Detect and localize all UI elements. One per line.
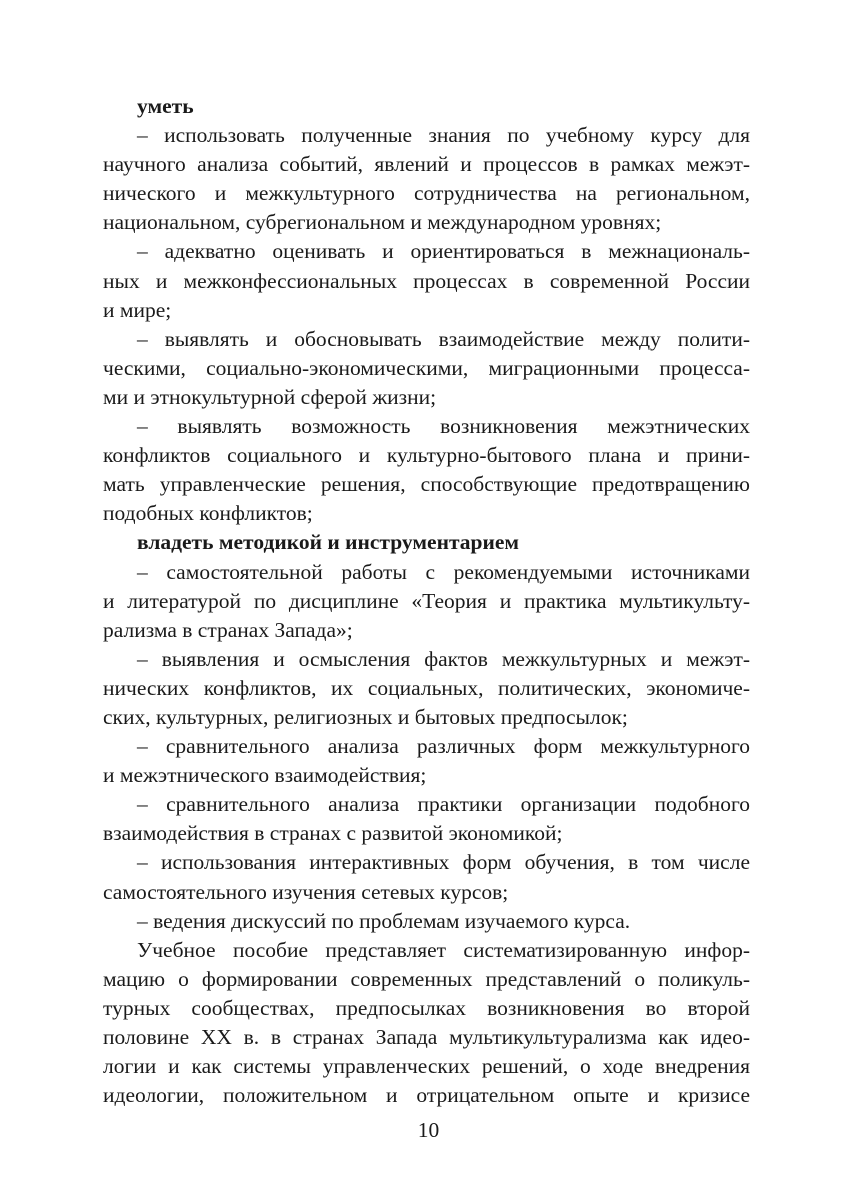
section-heading: [103, 92, 750, 121]
text-line: ных и межконфессиональных процессах в современной России: [103, 268, 750, 293]
text-line: – самостоятельной работы с рекомендуемыми источниками: [137, 559, 750, 584]
text-line: самостоятельного изучения сетевых курсов;: [103, 879, 509, 904]
text-line: – выявлять и обосновывать взаимодействие между полити-: [137, 326, 750, 351]
text-line: уметь: [137, 94, 194, 118]
text-line: мацию о формировании современных представлений о поликуль-: [103, 966, 750, 991]
page-number: 10: [417, 1118, 440, 1142]
text-line: – использовать полученные знания по учебному курсу для: [137, 123, 750, 148]
text-line: – использования интерактивных форм обучения, в том числе: [137, 850, 750, 875]
text-line: нических конфликтов, их социальных, политических, экономиче-: [103, 675, 750, 700]
text-line: мать управленческие решения, способствующие предотвращению: [103, 472, 750, 497]
text-line: ческими, социально-экономическими, миграционными процесса-: [103, 355, 750, 380]
paragraph: [103, 848, 750, 906]
text-line: подобных конфликтов;: [103, 501, 313, 526]
text-line: ских, культурных, религиозных и бытовых предпосылок;: [103, 704, 628, 729]
paragraph: [103, 790, 750, 848]
paragraph: [103, 412, 750, 528]
text-line: – выявлять возможность возникновения межэтнических: [137, 414, 750, 439]
paragraph: [103, 325, 750, 412]
text-line: научного анализа событий, явлений и процессов в рамках межэт-: [103, 152, 750, 177]
text-line: идеологии, положительном и отрицательном опыте и кризисе: [103, 1083, 750, 1108]
text-line: нического и межкультурного сотрудничества на региональном,: [103, 181, 750, 206]
text-line: – сравнительного анализа практики организации подобного: [137, 792, 750, 817]
text-line: и мире;: [103, 297, 172, 322]
text-line: – адекватно оценивать и ориентироваться в межнациональ-: [137, 239, 750, 264]
text-line: турных сообществах, предпосылках возникновения во второй: [103, 995, 750, 1020]
paragraph: [103, 936, 750, 1111]
text-line: половине XX в. в странах Запада мультикультурализма как идео-: [103, 1025, 750, 1049]
section-heading: [103, 528, 750, 557]
text-line: Учебное пособие представляет систематизированную инфор-: [137, 937, 750, 962]
paragraph: [103, 907, 750, 936]
text-line: взаимодействия в странах с развитой экономикой;: [103, 821, 563, 846]
body-text: [103, 92, 750, 1110]
text-line: и межэтнического взаимодействия;: [103, 763, 427, 788]
paragraph: [103, 237, 750, 324]
paragraph: [103, 645, 750, 732]
text-line: конфликтов социального и культурно-бытового плана и прини-: [103, 443, 750, 468]
paragraph: [103, 558, 750, 645]
text-line: – ведения дискуссий по проблемам изучаемого курса.: [137, 908, 631, 933]
text-line: рализма в странах Запада»;: [103, 617, 353, 642]
text-line: ми и этнокультурной сферой жизни;: [103, 384, 437, 409]
paragraph: [103, 121, 750, 237]
text-line: – сравнительного анализа различных форм межкультурного: [137, 734, 750, 759]
text-line: – выявления и осмысления фактов межкультурных и межэт-: [137, 646, 750, 671]
text-line: национальном, субрегиональном и международном уровнях;: [103, 210, 662, 235]
text-line: владеть методикой и инструментарием: [137, 530, 520, 555]
text-line: и литературой по дисциплине «Теория и практика мультикульту-: [103, 588, 750, 613]
paragraph: [103, 732, 750, 790]
text-line: логии и как системы управленческих решений, о ходе внедрения: [103, 1054, 750, 1079]
